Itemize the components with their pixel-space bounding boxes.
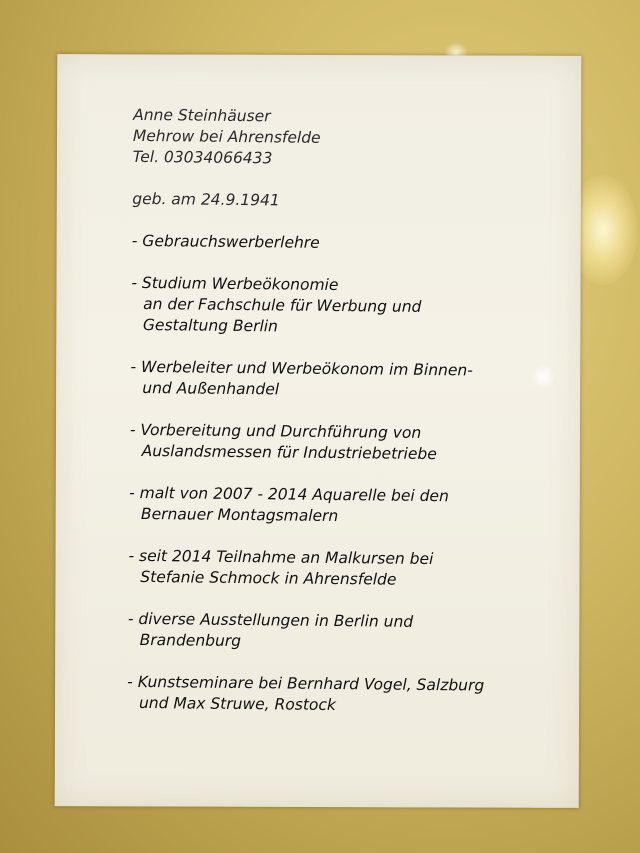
bio-entry-line: Bernauer Montagsmalern [140,504,339,526]
bio-entry-line: - Gebrauchswerberlehre [131,231,320,252]
bio-entry-line: und Max Struwe, Rostock [138,693,337,715]
bio-entry-line: - Studium Werbeökonomie [131,273,339,295]
bio-entry [128,609,558,656]
bio-entry [130,357,560,404]
bio-entry [129,483,559,530]
bio-entry-line: Gestaltung Berlin [142,315,279,336]
bio-entry [130,420,560,467]
artist-phone: Tel. 03034066433 [132,147,273,168]
biography-sheet [55,54,582,808]
bio-entry-line: - diverse Ausstellungen in Berlin und [127,609,414,631]
bio-entry-line: - seit 2014 Teilnahme an Malkursen bei [128,546,434,569]
biography-text [127,105,563,718]
bio-entry-line: und Außenhandel [142,378,280,399]
bio-entry [131,273,562,340]
bio-entry-line: Brandenburg [139,630,242,651]
bio-entry-line: an der Fachschule für Werbung und [143,294,422,316]
artist-name: Anne Steinhäuser [133,105,271,126]
bio-entry [127,672,557,719]
birth-date: geb. am 24.9.1941 [132,189,280,210]
bio-entry-line: - Werbeleiter und Werbeökonom im Binnen- [130,357,473,380]
bio-entry-line: - Kunstseminare bei Bernhard Vogel, Salzburg [127,672,485,695]
bio-entry [132,231,562,257]
artist-town: Mehrow bei Ahrensfelde [132,126,321,147]
bio-entry-line: Auslandsmessen für Industriebetriebe [141,441,437,464]
bio-entry-line: - Vorbereitung und Durchführung von [129,420,422,442]
bio-entry-line: Stefanie Schmock in Ahrensfelde [140,567,397,589]
bio-entry-line: - malt von 2007 - 2014 Aquarelle bei den [129,483,449,506]
bio-entry [128,546,558,593]
